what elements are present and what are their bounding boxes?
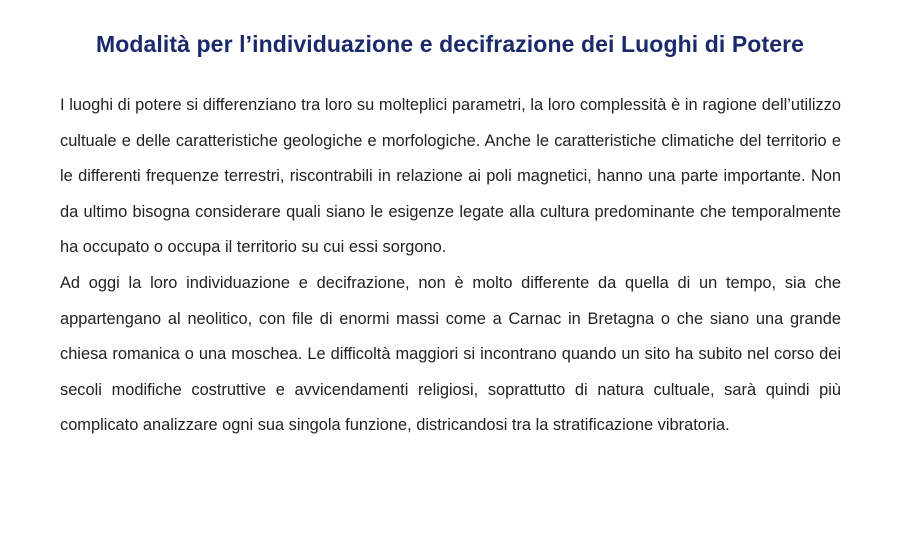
- page-title: Modalità per l’individuazione e decifrazione dei Luoghi di Potere: [95, 31, 805, 57]
- paragraph-2: Ad oggi la loro individuazione e decifrazione, non è molto differente da quella di un tempo, sia che appartengano al neolitico, con file di enormi massi come a Carnac in Bretagna o che siano una grande chiesa romanica o una moschea. Le difficoltà maggiori si incontrano quando un sito ha subito nel corso dei secoli modifiche costruttive e avvicendamenti religiosi, soprattutto di natura cultuale, sarà quindi più complicato analizzare ogni sua singola funzione, districandosi tra la stratificazione vibratoria.: [60, 273, 841, 435]
- paragraph-1: I luoghi di potere si differenziano tra loro su molteplici parametri, la loro complessità è in ragione dell’utilizzo cultuale e delle caratteristiche geologiche e morfologiche. Anche le caratteristiche climatiche del territorio e le differenti frequenze terrestri, riscontrabili in relazione ai poli magnetici, hanno una parte importante. Non da ultimo bisogna considerare quali siano le esigenze legate alla cultura predominante che temporalmente ha occupato o occupa il territorio su cui essi sorgono.: [60, 96, 841, 257]
- body-text: [60, 88, 841, 444]
